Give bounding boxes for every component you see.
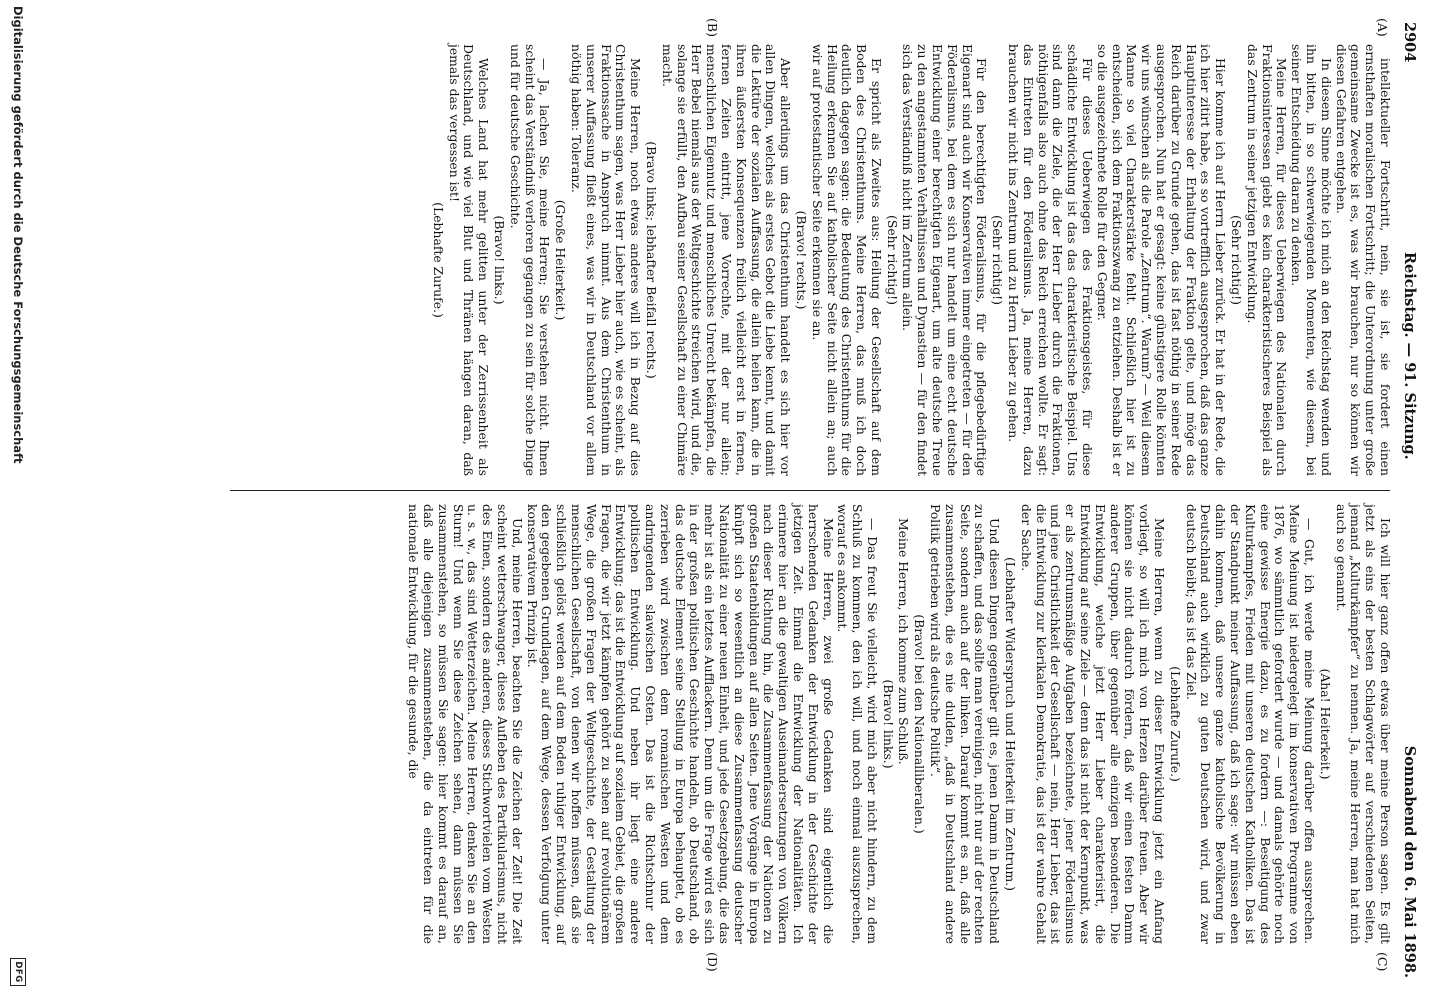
interjection: (Bravo! rechts.) [793,210,809,310]
interjection: (Bravo! bei den Nationalliberalen.) [912,614,928,834]
interjection: (Lebhafte Zurufe.) [430,202,446,318]
paragraph: Und diesen Dingen gegenüber gilt es, jenen Damm in Deutschland zu schaffen, und das sollte man vereinigen, nicht nur auf der rechten Seite, sondern auch auf der linken. Darauf kommt es an, daß alle zusammenstehen, die es nie dulden, „daß in Deutschland andere Politik getrieben wird als deutsche Politik“. [928,504,1003,944]
interjection: (Bravo links; lebhafter Beifall rechts.) [643,141,659,379]
paragraph: intellektueller Fortschritt, nein, sie ist, sie fordert einen ernsthaften moralischen Fortschritt; die Unterordnung unter große gemeinsame Zwecke ist es, was wir brauchen, nur so können wir diesen Gefahren entgehen. [1333,44,1393,476]
page-number: 2904 [1401,22,1418,63]
paragraph: Aber allerdings um das Christenthum handelt es sich hier vor allen Dingen, welches als erstes Gebot die Liebe kennt, und damit die Lektüre der sozialen Auffassung, die allein heilen kann, die in ihren äußersten Konsequenzen freilich vielleicht erst in fernen, fernen Zeiten eintritt, jene Vorrechte, mit der nur allein; menschlichen Eigennutz und menschliches Unrecht bekämpfen, die Herr Bebel niemals aus der Weltgeschichte streichen wird, und die, solange sie erfüllt, den Aufbau seiner Gesellschaft zu einer Chimäre macht. [659,44,794,476]
paragraph: Er spricht als Zweites aus: Heilung der Gesellschaft auf dem Boden des Christenthums. Meine Herren, das muß ich doch deutlich dagegen sagen: die Bedeutung des Christenthums für die Heilung erkennen Sie auf katholischer Seite nicht allein an; auch wir auf protestantischer Seite erkennen sie an. [809,44,884,476]
paragraph: Meine Herren, ich komme zum Schluß. [896,518,912,765]
paragraph: Hier komme ich auf Herrn Lieber zurück. Er hat in der Rede, die ich hier zitirt habe, es so vortrefflich ausgesprochen, daß das ganze Hauptinteresse der Erhaltung der Fraktion gelte, und möge das Reich darüber zu Grunde gehen, das ist fast nöthig in seiner Rede ausgesprochen. Nun hat er gesagt: keine günstigere Rolle könnten wir uns wünschen als die Parole „Zentrum“. Warum? — Weil diesem Manne so viel Charakterstärke fehlt. Schließlich hier ist zu entscheiden, sich dem Fraktionszwang zu entziehen. Deshalb ist er so die ausgezeichnete Rolle für den Gegner. [1094,44,1229,476]
paragraph: Für den berechtigten Föderalismus, für die pflegebedürftige Eigenart sind auch wir Konservativen immer eingetreten — für den Föderalismus, bei dem es sich nur handelt um eine echt deutsche Entwicklung einer berechtigten Eigenart, um alte deutsche Treue zu den angestammten Verhältnissen und Dynastien — für den findet sich das Verständniß nicht im Zentrum allein. [900,44,990,476]
paragraph: In diesem Sinne möchte ich mich an den Reichstag wenden und ihn bitten, in so schwerwiegenden Momenten, wie diesem, bei seiner Entscheidung daran zu denken. [1289,44,1334,476]
column-divider [230,490,1390,491]
session-date: Sonnabend den 6. Mai 1898. [1401,745,1418,978]
margin-marker-c: (C) [1375,952,1390,972]
interjection: (Lebhafter Widerspruch und Heiterkeit im Zentrum.) [1003,556,1019,892]
interjection: (Bravo! links.) [880,679,896,769]
paragraph: — Ja, lachen Sie, meine Herren; Sie verstehen nicht. Ihnen scheint das Verständniß verloren gegangen zu sein für solche Dinge und für deutsche Geschichte. [507,44,553,476]
left-text-column [429,44,1392,476]
interjection: (Aha! Heiterkeit.) [1317,668,1333,780]
margin-marker-a: (A) [1375,18,1390,37]
dfg-logo: DFG [10,958,26,986]
paragraph: Für dieses Ueberwiegen des Fraktionsgeistes, für diese schädliche Entwicklung ist das das charakteristische Beispiel. Uns sind dann die Ziele, die der Herr Lieber durch die Fraktionen, nöthigenfalls also auch ohne das Reich erreichen wollte. Er sagt: das Eintreten für den Föderalismus. Ja, meine Herren, dazu brauchen wir nicht ins Zentrum und zu Herrn Lieber zu gehen. [1006,44,1096,476]
publication-title: Reichstag. — 91. Sitzung. [1401,252,1418,460]
interjection: (Sehr richtig!) [884,215,900,305]
paragraph: Meine Herren, zwei große Gedanken sind eigentlich die herrschenden Gedanken der Entwicklung in der Geschichte der jetzigen Zeit. Einmal die Entwicklung der Nationalitäten. Ich erinnere hier an die gewaltigen Auseinandersetzungen von Völkern nach dieser Richtung hin, die Zusammenfassung der Nationen zu großen Staatenbildungen auf allen Seiten. Jene Vorgänge in Europa knüpft sich so wesentlich an diese Zusammenfassung deutscher Nationalität zu einer neuen Einheit, und jede Gesetzgebung, die das mehr ist als ein letztes Aufflackern. Denn um die Frage wird es sich in der großen politischen Geschichte handeln, ob Deutschland, ob das deutsche Element seine Stellung in Europa behauptet, ob es zerrieben wird zwischen dem romanischen Westen und dem andringenden slawischen Osten. Das ist die Richtschnur der politischen Entwicklung. Und neben ihr liegt eine andere Entwicklung; das ist die Entwicklung auf sozialem Gebiet, die großen Fragen, die wir jetzt kämpfen gehört zu sehen auf revolutionärem Wege, die großen Fragen der Weltgeschichte, der Gestaltung der menschlichen Gesellschaft, von denen wir hoffen müssen, daß sie schließlich gelöst werden auf dem Boden ruhiger Entwicklung, auf den gegebenen Grundlagen, auf dem Wege, dessen Verfolgung unter konservativem Prinzip ist. [524,504,836,944]
interjection: (Bravo! links.) [491,215,507,305]
margin-marker-d: (D) [705,952,720,972]
paragraph: — Gut, ich werde meine Meinung darüber offen aussprechen. Meine Meinung ist niedergelegt im konservativen Programme von 1876, wo sämmtlich gefordert wurde — und damals gehörte noch eine gewisse Energie dazu, es zu fordern —: Beseitigung des Kulturkampfes, Frieden mit unseren deutschen Katholiken. Das ist der Standpunkt meiner Auffassung, daß ich sage: wir müssen eben dahin kommen, daß unsere ganze katholische Bevölkerung in Deutschland auch wirklich zu guten Deutschen wird, und zwar deutsch bleibt; das ist das Ziel. [1183,504,1318,944]
page-header [1394,22,1418,978]
margin-marker-b: (B) [705,18,720,37]
interjection: (Sehr richtig!) [990,215,1006,305]
interjection: (Sehr richtig!) [1229,215,1245,305]
credit-text: Digitalisierung gefördert durch die Deutsche Forschungsgemeinschaft [11,6,25,464]
paragraph: Meine Herren, für dieses Ueberwiegen des Nationalen durch Fraktionsinteressen giebt es kein charakteristischeres Beispiel als das Zentrum in seiner jetzigen Entwicklung. [1244,44,1290,476]
paragraph: Meine Herren, wenn zu dieser Entwicklung jetzt ein Anfang vorliegt, so will ich mich von Herzen darüber freuen. Aber wir können sie nicht dadurch fördern, daß wir einen festen Damm anderer Gruppen, über gegenüber alle einzigen besonderen. Die Entwicklung, welche jetzt Herr Lieber charakterisirt, die Entwicklung auf seine Ziele — denn das ist nicht der Kernpunkt, was er als zentrumsmäßige Aufgaben bezeichnete, jener Föderalismus und jene Christlichkeit der Gesellschaft — nein, Herr Lieber, das ist die Entwicklung zur klerikalen Demokratie, das ist der wahre Gehalt der Sache. [1018,504,1168,944]
paragraph: Meine Herren, noch etwas anderes will ich in Bezug auf dies Christenthum sagen, was Herr Lieber hier auch, wie es scheint, als Fraktionssache in Anspruch nimmt. Aus dem Christenthum in unserer Auffassung fließt eines, was wir in Deutschland vor allem nöthig haben: Toleranz. [568,44,644,476]
paragraph: Welches Land hat mehr gelitten unter der Zerrissenheit als Deutschland, und wie viel Blut und Thränen hängen daran, daß jemals das vergessen ist! [446,44,492,476]
digitization-credit [8,0,28,1000]
paragraph: — Das freut Sie vielleicht, wird mich aber nicht hindern, zu dem Schluß zu kommen, den ich will, und noch einmal auszusprechen, worauf es ankommt. [835,504,880,944]
interjection: (Lebhafte Zurufe.) [1167,666,1183,782]
paragraph: Ich will hier ganz offen etwas über meine Person sagen. Es gilt jetzt als eins der besten Schlagwörter auf verschiedenen Seiten, jemand „Kulturkämpfer“ zu nennen. Ja, meine Herren, man hat mich auch so genannt. [1333,504,1393,944]
paragraph: Und, meine Herren, beachten Sie die Zeichen der Zeit! Die Zeit scheint wetterschwanger, dieses Aufleben des Partikularismus, nicht des Einen, sondern des anderen, dieses Stichwortvielen vom Westen u. s. w., das sind Wetterzeichen. Meine Herren, denken Sie an den Sturm! Und wenn Sie diese Zeichen sehen, dann müssen Sie zusammenstehen, so müssen Sie sagen: hier kommt es darauf an, daß alle diejenigen zusammenstehen, die da eintreten für die nationale Entwicklung, für die gesunde, die [406,504,525,944]
right-text-column [405,504,1392,944]
interjection: (Große Heiterkeit.) [553,199,569,321]
